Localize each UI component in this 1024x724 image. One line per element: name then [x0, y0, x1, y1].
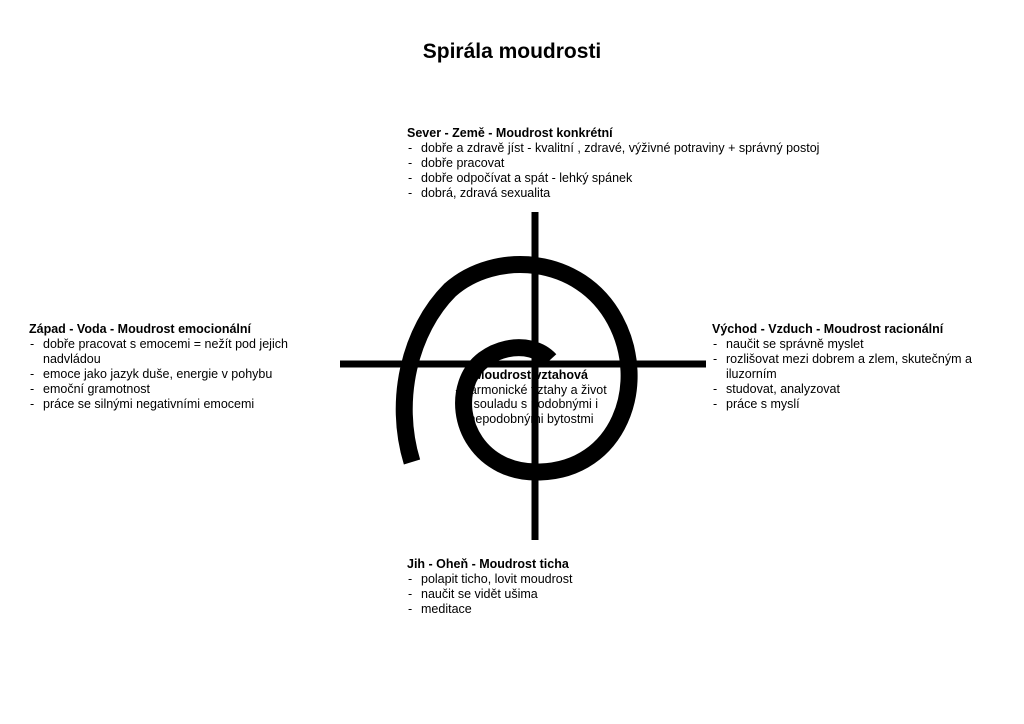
page-title: Spirála moudrosti — [422, 40, 602, 63]
east-item: - práce s myslí — [712, 397, 1002, 412]
east-heading: Východ - Vzduch - Moudrost racionální — [712, 322, 944, 336]
north-item: - dobře a zdravě jíst - kvalitní , zdravé, výživné potraviny + správný postoj — [407, 141, 877, 156]
west-item: - dobře pracovat s emocemi = nežít pod jejich nadvládou — [29, 337, 319, 367]
east-item: - naučit se správně myslet — [712, 337, 1002, 352]
west-list — [29, 337, 319, 412]
center-line: - harmonické vztahy a život — [455, 382, 607, 397]
south-item: - naučit se vidět ušima — [407, 587, 707, 602]
center-section — [433, 368, 629, 426]
center-heading: Moudrost vztahová — [474, 368, 588, 382]
east-section — [712, 322, 1002, 412]
west-item: - emoce jako jazyk duše, energie v pohybu — [29, 367, 319, 382]
north-list — [407, 141, 877, 201]
center-line: v souladu s podobnými i — [463, 397, 599, 411]
south-list — [407, 572, 707, 617]
north-item: - dobře pracovat — [407, 156, 877, 171]
north-section — [407, 126, 877, 201]
north-heading: Sever - Země - Moudrost konkrétní — [407, 126, 613, 140]
west-heading: Západ - Voda - Moudrost emocionální — [29, 322, 251, 336]
south-item: - meditace — [407, 602, 707, 617]
north-item: - dobrá, zdravá sexualita — [407, 186, 877, 201]
west-item: - emoční gramotnost — [29, 382, 319, 397]
south-heading: Jih - Oheň - Moudrost ticha — [407, 557, 569, 571]
south-item: - polapit ticho, lovit moudrost — [407, 572, 707, 587]
west-section — [29, 322, 319, 412]
south-section — [407, 557, 707, 617]
east-item: - rozlišovat mezi dobrem a zlem, skutečným a iluzorním — [712, 352, 1002, 382]
center-line: nepodobnými bytostmi — [468, 411, 594, 426]
west-item: - práce se silnými negativními emocemi — [29, 397, 319, 412]
east-item: - studovat, analyzovat — [712, 382, 1002, 397]
north-item: - dobře odpočívat a spát - lehký spánek — [407, 171, 877, 186]
east-list — [712, 337, 1002, 412]
